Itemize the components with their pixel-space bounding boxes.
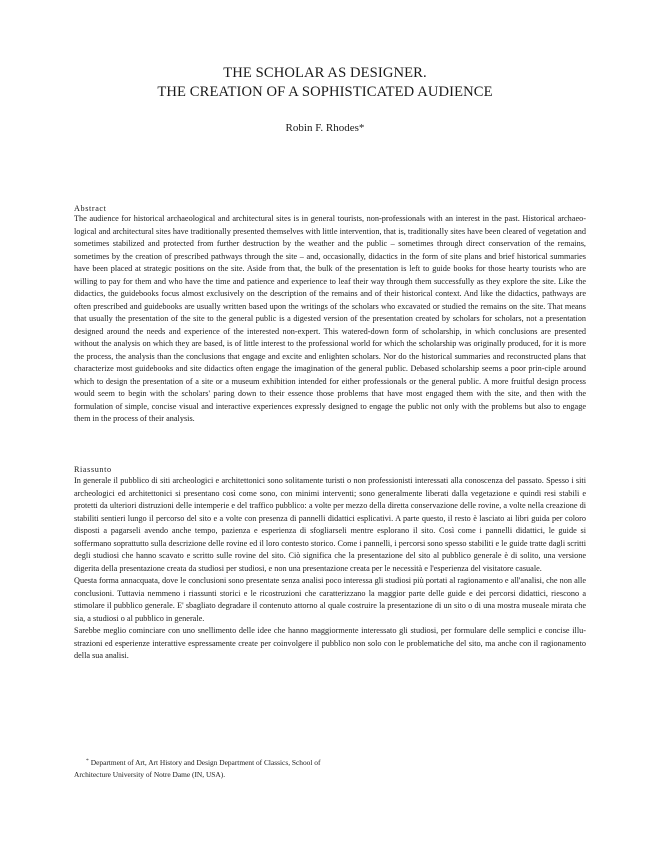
abstract-body <box>74 213 586 451</box>
abstract-paragraph: The audience for historical archaeological and architectural sites is in general tourists, non-professionals with an interest in the past. Historical archaeo-logical and architectural sites have traditionally presented themselves with little intervention, that is, traditionally sites have been cleared of vegetation and sometimes stabilized and protected from further destruction by the weather and the public – sometimes through direct conservation of the remains, sometimes by the creation of prescribed pathways through the site – and, occasionally, didactics in the form of site plans and brief historical summaries have been placed at strategic positions on the site. Aside from that, the bulk of the presentation is left to guide books for those hearty tourists who are willing to pay for them and who have the time and patience and experience to leaf their way through them successfully as they explore the site. Like the didactics, the guidebooks focus almost exclusively on the description of the remains and of their historical context. And like the didactics, pathways are often prescribed and guidebooks are usually written based upon the writings of the scholars who excavated or studied the remains on the site. That means that usually the presentation of the site to the general public is a digested version of the presentation created by scholars for scholars, not a presentation designed around the needs and experience of the interested non-expert. This watered-down form of scholarship, in which conclusions are presented without the analysis on which they are based, is of little interest to the professional world for which the scholarship was originally produced, for it is more the process, the analysis than the conclusions that engage and excite and enlighten scholars. Nor do the historical summaries and reconstructed plans that characterize most guidebooks and site didactics often engage the imagination of the general public. Debased scholarship seems a poor prin-ciple around which to design the presentation of a site or a museum exhibition intended for either professionals or the general public. A more fruitful design process would seem to begin with the scholars' paring down to their essence those problems that have most engaged them with the site, and then with the formulation of simple, concise visual and interactive experiences expressly designed to engage the public not only with the problems but also to engage them in the process of their analysis. <box>74 214 586 423</box>
abstract-heading: Abstract <box>74 204 107 213</box>
paper-title-line-1: THE SCHOLAR AS DESIGNER. <box>223 65 427 81</box>
paper-title-line-2: THE CREATION OF A SOPHISTICATED AUDIENCE <box>157 84 493 100</box>
footnote-line-2: Architecture University of Notre Dame (IN, USA). <box>74 770 226 780</box>
footnote-line-1 <box>74 755 586 769</box>
riassunto-heading: Riassunto <box>74 465 112 474</box>
author-name: Robin F. Rhodes* <box>285 122 365 134</box>
footnote <box>74 755 586 782</box>
riassunto-body <box>74 475 586 733</box>
footnote-marker: * <box>86 758 89 764</box>
footnote-affiliation: Department of Art, Art History and Design Department of Classics, School of <box>90 758 321 767</box>
riassunto-paragraph-3: Sarebbe meglio cominciare con uno snellimento delle idee che hanno maggiormente interessato gli studiosi, per formulare delle semplici e concise illu-strazioni ed esperienze interattive espressamente create per coinvolgere il pubblico non solo con le problematiche del sito, ma anche con il ragionamento della sua analisi. <box>74 626 586 660</box>
riassunto-paragraph-1: In generale il pubblico di siti archeologici e architettonici sono solitamente turisti o non professionisti interessati alla conoscenza del passato. Spesso i siti archeologici ed architettonici si presentano così come sono, con minimi interventi; sono generalmente liberati dalla vegetazione e quindi resi stabili e protetti da ulteriori distruzioni delle intemperie e del traffico pubblico: a volte per mezzo della diretta conservazione delle rovine, a volte nella creazione di stabiliti sentieri lungo il percorso del sito e a volte con presenza di pannelli didattici esplicativi. A parte questo, il resto è lasciato ai libri guida per coloro disposti a pagarseli avendo anche tempo, pazienza e esperienza di sfogliarseli mentre esplorano il sito. Così come i pannelli didattici, le guide si soffermano soprattutto sulla descrizione delle rovine ed il loro contesto storico. Come i pannelli, i percorsi sono spesso stabiliti e le guide tratte dagli scritti degli studiosi che hanno scavato e scritto sulle rovine del sito. Ciò significa che la presentazione del sito al pubblico generale è di solito, una versione digerita della presentazione creata da studiosi per studiosi, e non una presentazione creata per le necessità e l'esperienza del visitatore casuale. <box>74 476 586 573</box>
riassunto-paragraph-2: Questa forma annacquata, dove le conclusioni sono presentate senza analisi poco interessa gli studiosi più portati al ragionamento e all'analisi, che non alle conclusioni. Tuttavia nemmeno i riassunti storici e le ricostruzioni che caratterizzano la maggior parte delle guide e dei percorsi didattici, riescono a stimolare il pubblico generale. E' sbagliato degradare il contenuto attorno al quale costruire la presentazione di un sito o di una mostra museale mirata che sia, a studiosi o al pubblico in generale. <box>74 576 586 623</box>
